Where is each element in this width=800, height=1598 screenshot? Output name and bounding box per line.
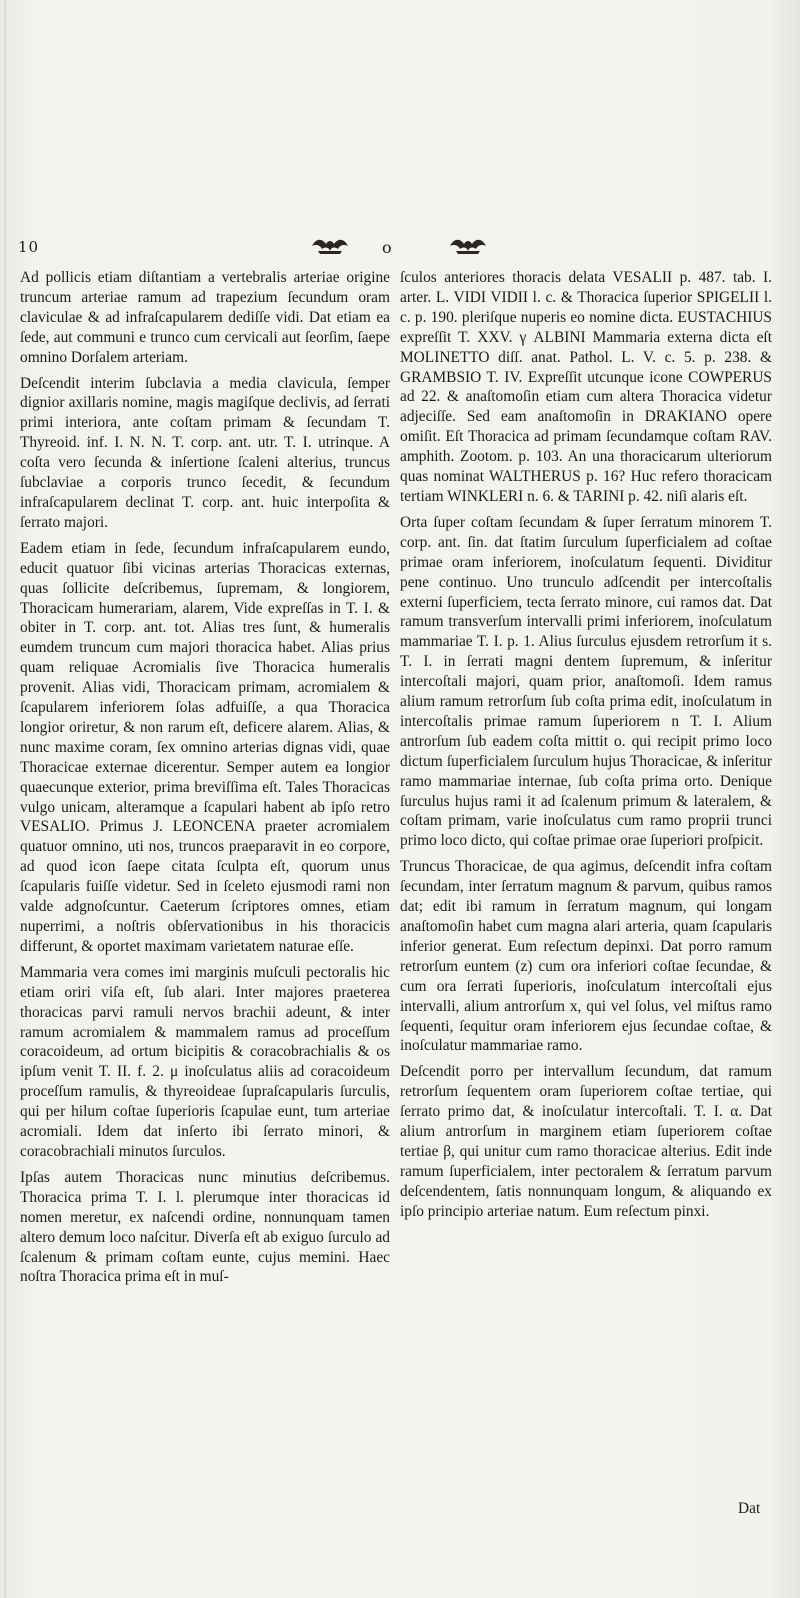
page-header xyxy=(18,236,778,260)
paragraph: Deſcendit interim ſubclavia a media clavicula, ſemper dignior axillaris nomine, magis magiſque declivis, ad ſerrati primi interiora, ante coſtam primam & ſecundam T. Thyreoid. inf. I. N. N. T. corp. ant. utr. T. I. utrinque. A coſta vero ſecunda & inſertione ſcaleni alterius, truncus ſubclaviae a corporis trunco ſecedit, & ſecundum infraſcapularem declinat T. corp. ant. huic interpoſita & ſerrato majori. xyxy=(20,374,390,531)
center-ornament: o xyxy=(382,238,392,257)
right-ornament-icon xyxy=(448,236,488,256)
paragraph: Truncus Thoracicae, de qua agimus, deſcendit infra coſtam ſecundam, inter ſerratum magnum & parvum, quibus ramos dat; edit ibi ramum in ſerratum magnum, qui longam anaſtomoſin habet cum magna alari arteria, quam ſcapularis inferior generat. Eum reſectum depinxi. Dat porro ramum retrorſum euntem (z) cum ora inferiori coſtae ſecundae, & cum ora ſerrati ſuperioris, inoſculatum intercoſtali ejus intervalli, alium antrorſum x, qui vel ſolus, vel miſtus ramo ſequenti, ſequitur oram inferiorem ejus ſecundae coſtae, & inoſculatur mammariae ramo. xyxy=(400,858,772,1055)
left-column xyxy=(20,268,390,1287)
right-column xyxy=(400,268,772,1222)
paragraph: Eadem etiam in ſede, ſecundum infraſcapularem eundo, educit quatuor ſibi vicinas arterias Thoracicas externas, quas ſollicite deſcribemus, ſupremam, & longiorem, Thoracicam humerariam, alarem, Vide expreſſas in T. I. & obiter in T. corp. ant. tot. Alias tres ſunt, & humeralis eumdem truncum cum majori thoracica habet. Alias prius quam reliquae Acromialis ſive Thoracica humeralis provenit. Alias vidi, Thoracicam primam, acromialem & ſcapularem inferiorem ſolas adfuiſſe, a qua Thoracica longior oriretur, & non rarum eſt, deficere alarem. Alias, & nunc maxime coram, ſex omnino arterias dignas vidi, quae Thoracicae externae dicerentur. Semper autem ea longior quaecunque exterior, prima breviſſima eſt. Tales Thoracicas vulgo unicam, alteramque a ſcapulari habent ab ipſo retro VESALIO. Primus J. LEONCENA praeter acromialem quatuor omnino, uti nos, truncos praeparavit in eo corpore, ad quod icon ſaepe citata ſculpta eſt, quorum unus ſcapularis fuiſſe videtur. Sed in ſceleto ejusmodi rami non valde adgnoſcuntur. Caeterum ſcriptores omnes, etiam nuperrimi, a noſtris obſervationibus in his thoracicis differunt, & oportet maximam varietatem naturae eſſe. xyxy=(20,539,390,955)
left-ornament-icon xyxy=(310,236,350,256)
paragraph: Ad pollicis etiam diſtantiam a vertebralis arteriae origine truncum arteriae ramum ad trapezium ſecundum oram claviculae & ad infraſcapularem dediſſe vidi. Dat etiam ea ſede, aut communi e trunco cum cervicali aut ſeorſim, ſaepe omnino Dorſalem arteriam. xyxy=(20,269,390,366)
paragraph: ſculos anteriores thoracis delata VESALII p. 487. tab. I. arter. L. VIDI VIDII l. c. & Thoracica ſuperior SPIGELII l. c. p. 190. pleriſque nuperis eo nomine dicta. EUSTACHIUS expreſſit T. XXV. γ ALBINI Mammaria externa dicta eſt MOLINETTO diſſ. anat. Pathol. L. V. c. 5. p. 238. & GRAMBSIO T. IV. Expreſſit utcunque icone COWPERUS ad 22. & anaſtomoſin etiam cum altera Thoracica videtur adjeciſſe. Sed eam anaſtomoſin in DRAKIANO opere omiſit. Eſt Thoracica ad primam ſecundamque coſtam RAV. amphith. Zootom. p. 103. An una thoracicarum ulteriorum quas nominat WALTHERUS p. 16? Huc refero thoracicam tertiam WINKLERI n. 6. & TARINI p. 42. niſi alaris eſt. xyxy=(400,269,772,505)
paragraph: Deſcendit porro per intervallum ſecundum, dat ramum retrorſum ſequentem oram ſuperiorem coſtae tertiae, qui ſerrato primo dat, & inoſculatur intercoſtali. T. I. α. Dat alium antrorſum in marginem etiam ſuperiorem coſtae tertiae β, qui unitur cum ramo thoracicae alterius. Edit inde ramum ſuperficialem, inter pectoralem & ſerratum parvum deſcendentem, ſatis nonnunquam longum, & aliquando ex ipſo principio arteriae natum. Eum reſectum pinxi. xyxy=(400,1063,772,1220)
paragraph: Orta ſuper coſtam ſecundam & ſuper ſerratum minorem T. corp. ant. ſin. dat ſtatim ſurculum ſuperficialem ad coſtae primae oram inferiorem, inoſculatum ſequenti. Dividitur pene continuo. Uno trunculo adſcendit per intercoſtalis externi ſuperficiem, tecta ſerrato minore, cui ramos dat. Dat ramum transverſum intervalli primi inferiorem, inoſculatum mammariae T. I. p. 1. Alius ſurculus ejusdem retrorſum it s. T. I. in ſerrati magni dentem ſupremum, & inſeritur intercoſtali majori, quam prior, anaſtomoſi. Idem ramus alium ramum retrorſum ſub coſta prima edit, inoſculatum in intercoſtalis primae ramum ſuperiorem n T. I. Alium antrorſum ſub eadem coſta mittit o. qui recipit primo loco dictum ſuperficialem ſurculum hujus Thoracicae, & inſeritur ramo mammariae internae, ſub coſta prima orto. Denique ſurculus hujus rami it ad ſcalenum primum & lateralem, & coſtam primam, varie inoſculatus cum ramo proprii trunci primo loco dicto, qui coſtae primae orae ſuperiori proſpicit. xyxy=(400,513,772,850)
page-number: 10 xyxy=(18,238,40,256)
paragraph: Ipſas autem Thoracicas nunc minutius deſcribemus. Thoracica prima T. I. l. plerumque inter thoracicas id nomen meretur, ex naſcendi ordine, nonnunquam tamen altero demum loco naſcitur. Diverſa eſt ab exiguo ſurculo ad ſcalenum & primam coſtam eunte, cujus memini. Haec noſtra Thoracica prima eſt in muſ- xyxy=(20,1168,390,1286)
paragraph: Mammaria vera comes imi marginis muſculi pectoralis hic etiam oriri viſa eſt, ſub alari. Inter majores praeterea thoracicas parvi ramuli nervos brachii adeunt, & inter ramum acromialem & mammalem ramus ad proceſſum coracoideum, ad ortum bicipitis & coracobrachialis & os ipſum venit T. II. f. 2. μ inoſculatus aliis ad coracoideum proceſſum ramulis, & thyreoideae ſupraſcapularis ſurculis, qui per hilum coſtae ſuperioris ſcapulae eunt, tum arteriae acromiali. Idem dat inſerto ibi ſerrato minori, & coracobrachiali minutos ſurculos. xyxy=(20,963,390,1160)
binding-shadow xyxy=(4,0,6,1598)
catchword: Dat xyxy=(738,1500,761,1517)
